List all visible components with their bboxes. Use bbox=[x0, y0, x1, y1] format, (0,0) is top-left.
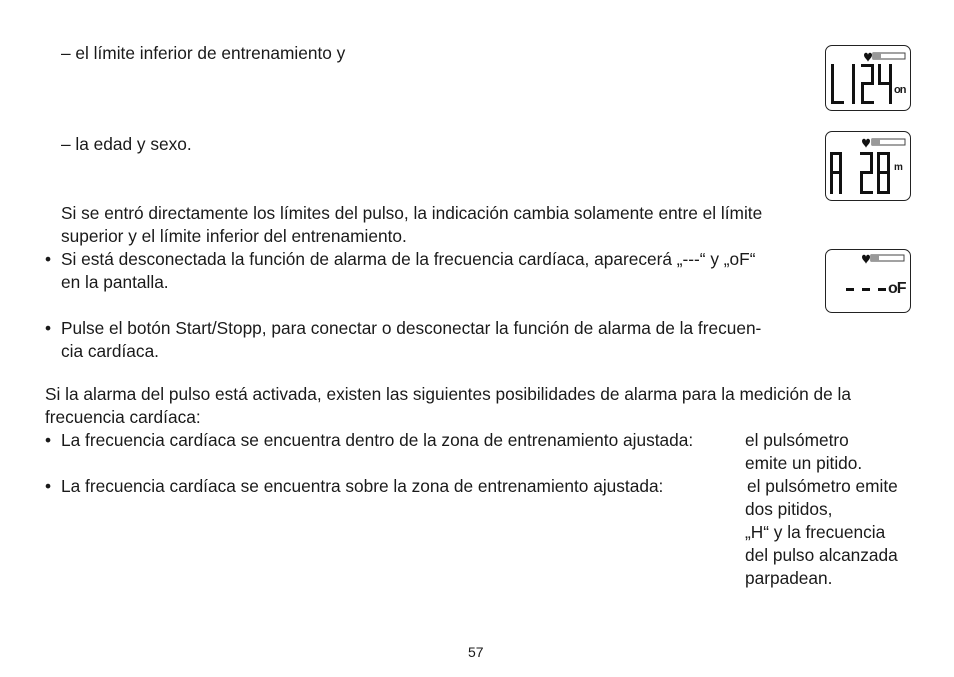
case-above-result-2: dos pitidos, bbox=[745, 499, 833, 519]
case-above-zone: La frecuencia cardíaca se encuentra sobre la zona de entrenamiento ajustada: bbox=[61, 476, 664, 496]
press-button-line-2: cia cardíaca. bbox=[61, 341, 159, 361]
alarm-off-line-1: Si está desconectada la función de alarma de la frecuencia cardíaca, aparecerá „---“ y „oF“ bbox=[61, 249, 756, 269]
case-above-result-5: parpadean. bbox=[745, 568, 833, 588]
bullet-symbol: • bbox=[45, 318, 52, 338]
lcd-display-lower-limit bbox=[825, 45, 911, 111]
lower-limit-text: – el límite inferior de entrenamiento y bbox=[61, 43, 346, 63]
lcd-display-age bbox=[825, 131, 911, 201]
bullet-symbol: • bbox=[45, 249, 52, 269]
heart-icon bbox=[862, 139, 870, 148]
alarm-intro-line-1: Si la alarma del pulso está activada, existen las siguientes posibilidades de alarma para la medición de la bbox=[45, 384, 851, 404]
case-within-result-1: el pulsómetro bbox=[745, 430, 849, 450]
age-sex-text: – la edad y sexo. bbox=[61, 134, 192, 154]
bullet-symbol: • bbox=[45, 476, 52, 496]
heart-icon bbox=[862, 255, 870, 264]
case-above-result-1: el pulsómetro emite bbox=[747, 476, 898, 496]
lcd-suffix: oF bbox=[888, 280, 906, 297]
alarm-off-line-2: en la pantalla. bbox=[61, 272, 169, 292]
lcd-dashes bbox=[846, 288, 886, 291]
lcd-display-alarm-off bbox=[825, 249, 911, 313]
lcd-suffix: on bbox=[894, 84, 906, 96]
page-number: 57 bbox=[468, 644, 484, 660]
note-line-2: superior y el límite inferior del entrenamiento. bbox=[61, 226, 407, 246]
lcd-digits bbox=[831, 64, 892, 104]
case-above-result-3: „H“ y la frecuencia bbox=[745, 522, 886, 542]
heart-icon bbox=[864, 53, 872, 62]
press-button-line-1: Pulse el botón Start/Stopp, para conectar o desconectar la función de alarma de la frecuen- bbox=[61, 318, 762, 338]
case-within-zone: La frecuencia cardíaca se encuentra dentro de la zona de entrenamiento ajustada: bbox=[61, 430, 694, 450]
lcd-suffix: m bbox=[894, 162, 903, 173]
note-line-1: Si se entró directamente los límites del pulso, la indicación cambia solamente entre el límite bbox=[61, 203, 763, 223]
alarm-intro-line-2: frecuencia cardíaca: bbox=[45, 407, 201, 427]
case-within-result-2: emite un pitido. bbox=[745, 453, 863, 473]
case-above-result-4: del pulso alcanzada bbox=[745, 545, 898, 565]
lcd-digits bbox=[830, 152, 890, 194]
bullet-symbol: • bbox=[45, 430, 52, 450]
